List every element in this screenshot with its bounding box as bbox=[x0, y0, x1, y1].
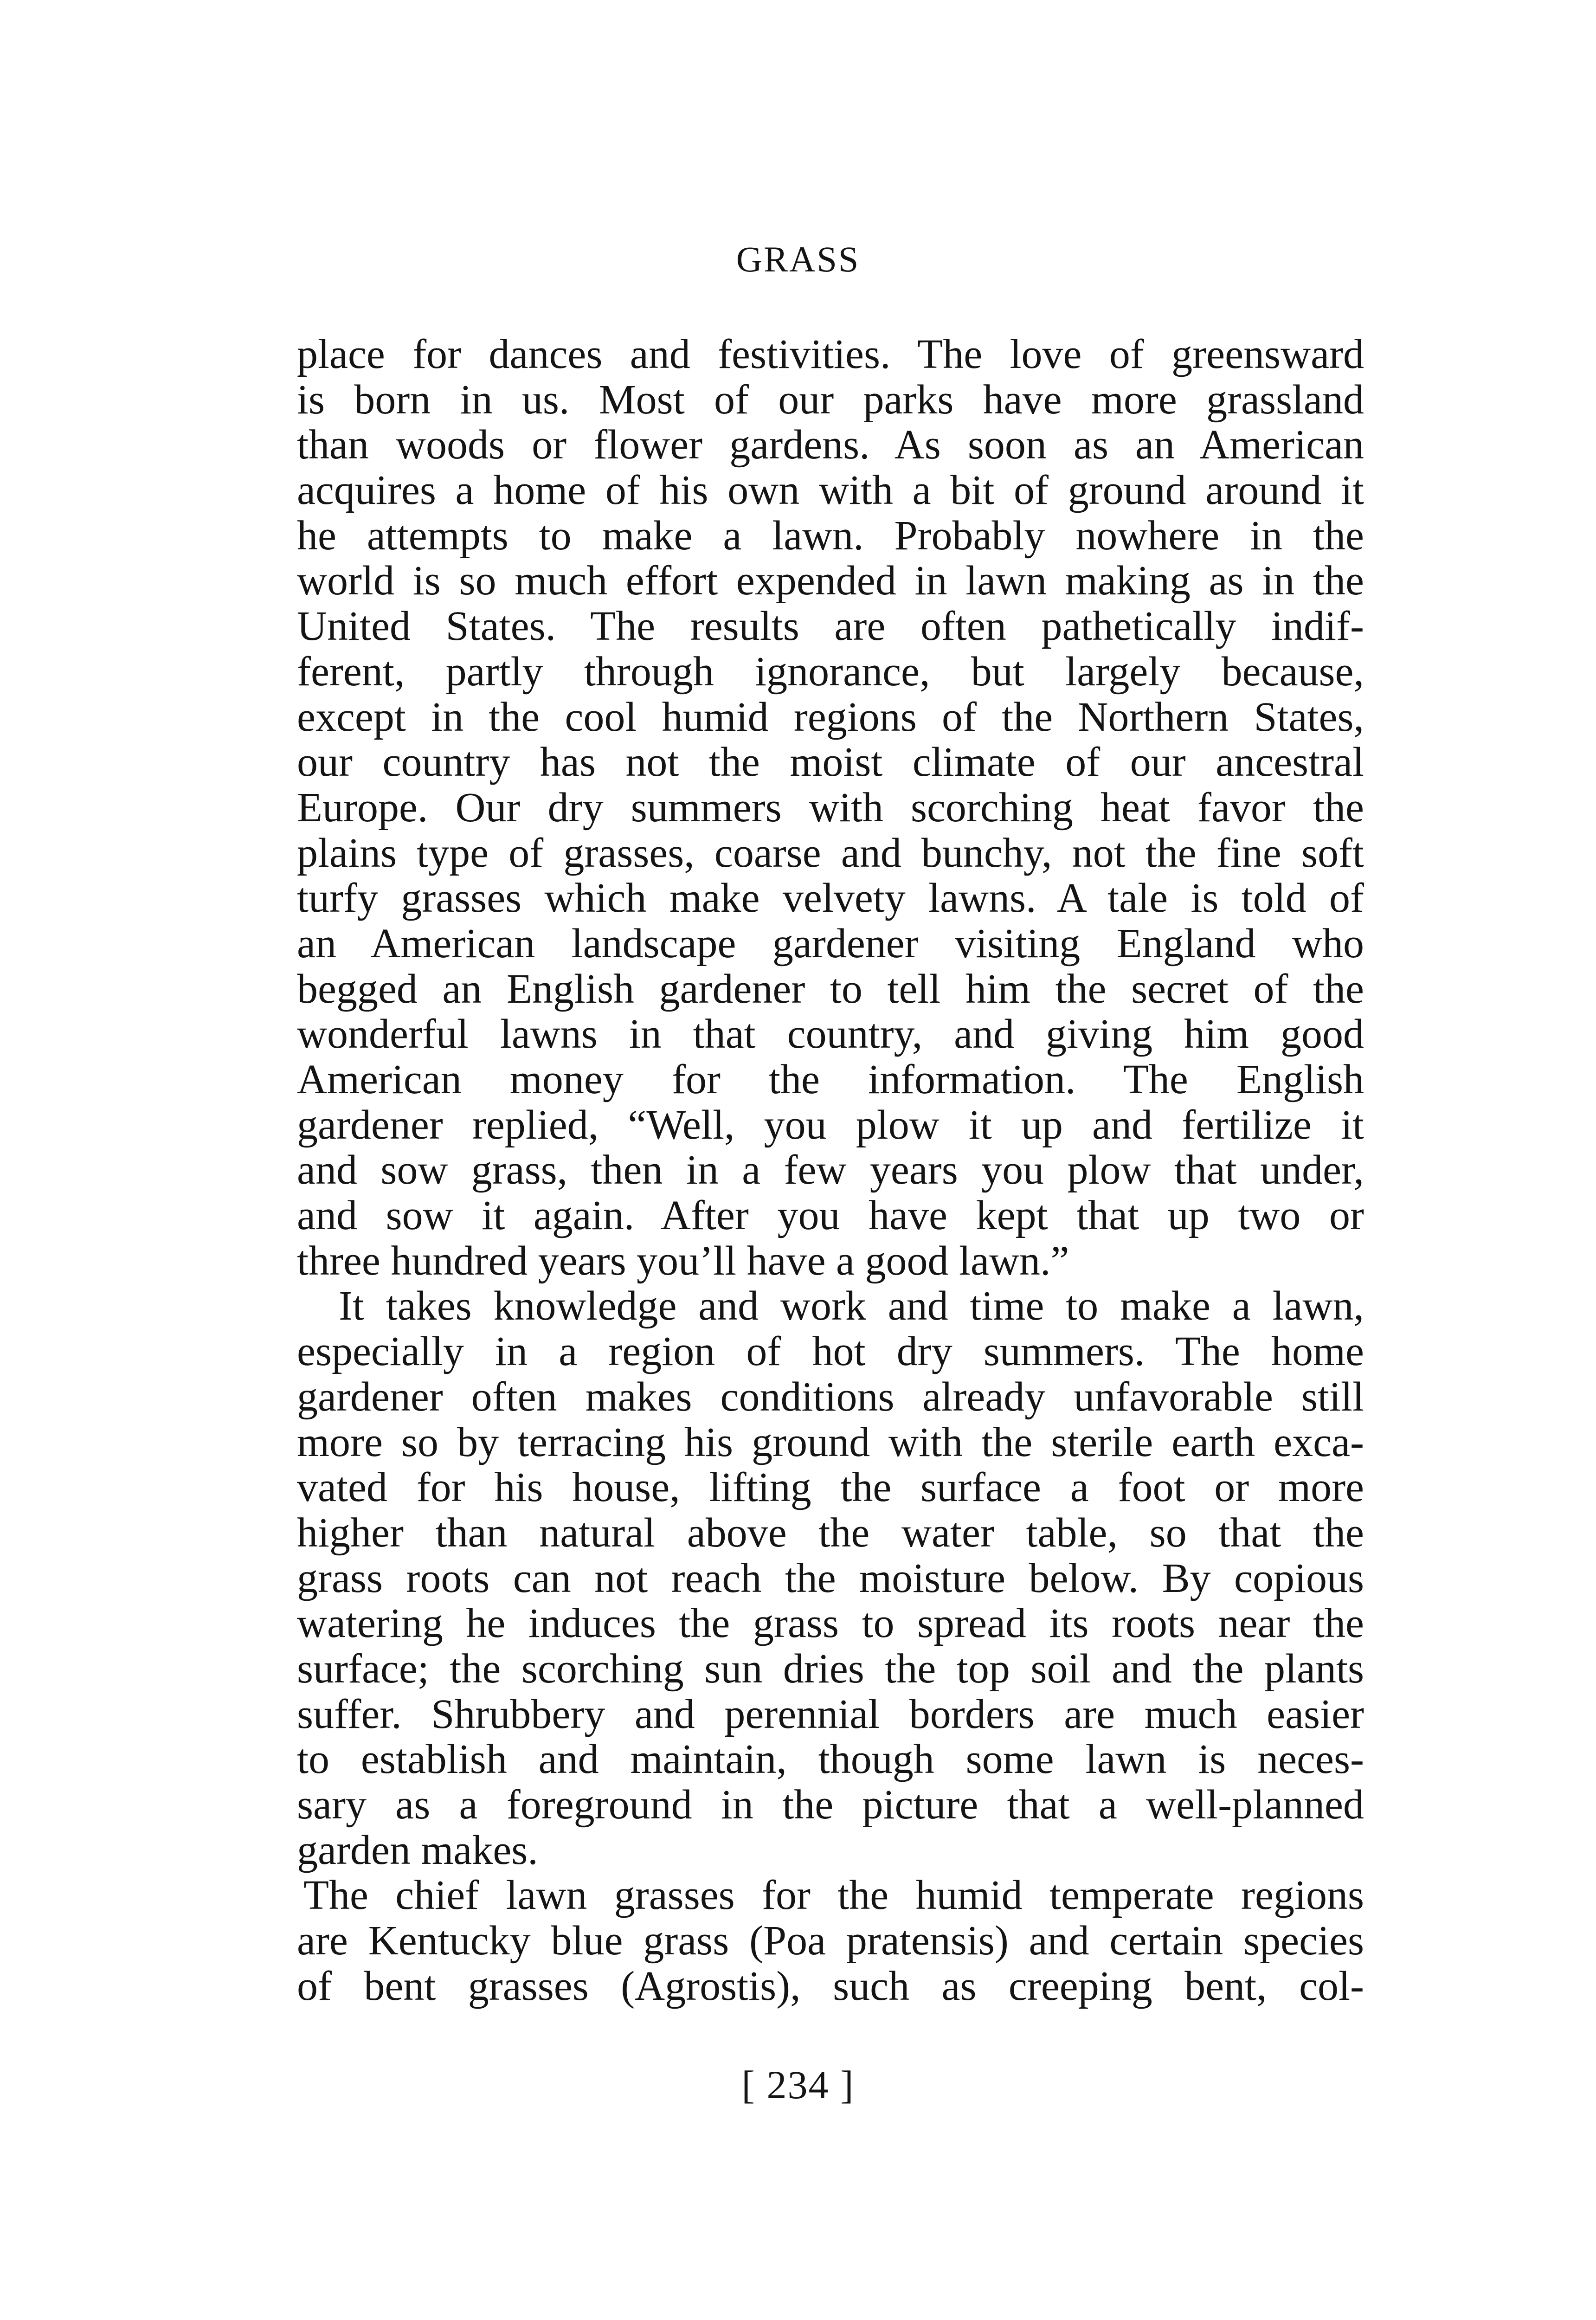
text-line: our country has not the moist climate of our ancestral bbox=[297, 739, 1364, 786]
text-line: ferent, partly through ignorance, but largely because, bbox=[297, 648, 1364, 695]
text-line: surface; the scorching sun dries the top soil and the plants bbox=[297, 1645, 1364, 1692]
text-line: world is so much effort expended in lawn making as in the bbox=[297, 558, 1364, 604]
text-line: sary as a foreground in the picture that a well-planned bbox=[297, 1782, 1364, 1828]
text-line: of bent grasses (Agrostis), such as creeping bent, col- bbox=[297, 1963, 1364, 2009]
text-line: an American landscape gardener visiting England who bbox=[297, 920, 1364, 967]
text-line: vated for his house, lifting the surface a foot or more bbox=[297, 1464, 1364, 1511]
text-line: acquires a home of his own with a bit of ground around it bbox=[297, 467, 1364, 514]
text-line: three hundred years you’ll have a good lawn.” bbox=[297, 1237, 1069, 1284]
text-line: United States. The results are often pathetically indif- bbox=[297, 603, 1364, 650]
text-line: place for dances and festivities. The love of greensward bbox=[297, 331, 1364, 377]
text-line: is born in us. Most of our parks have more grassland bbox=[297, 376, 1364, 423]
text-line: turfy grasses which make velvety lawns. A tale is told of bbox=[297, 875, 1364, 922]
text-line: to establish and maintain, though some lawn is neces- bbox=[297, 1736, 1364, 1783]
text-line: wonderful lawns in that country, and giving him good bbox=[297, 1011, 1364, 1057]
running-header: GRASS bbox=[736, 239, 860, 279]
text-line: grass roots can not reach the moisture below. By copious bbox=[297, 1555, 1364, 1601]
text-line: except in the cool humid regions of the Northern States, bbox=[297, 694, 1364, 740]
text-line: plains type of grasses, coarse and bunchy, not the fine soft bbox=[297, 830, 1364, 876]
text-line: and sow grass, then in a few years you plow that under, bbox=[297, 1147, 1364, 1193]
body-text bbox=[297, 332, 1364, 2009]
text-line: higher than natural above the water table, so that the bbox=[297, 1509, 1364, 1556]
text-line: begged an English gardener to tell him the secret of the bbox=[297, 966, 1364, 1012]
text-line: American money for the information. The English bbox=[297, 1057, 1364, 1102]
text-line: than woods or flower gardens. As soon as an American bbox=[297, 422, 1364, 468]
text-line: The chief lawn grasses for the humid temperate regions bbox=[303, 1872, 1364, 1919]
text-line: are Kentucky blue grass (Poa pratensis) and certain species bbox=[297, 1918, 1364, 1964]
text-line: gardener replied, “Well, you plow it up and fertilize it bbox=[297, 1102, 1364, 1148]
text-line: gardener often makes conditions already unfavorable still bbox=[297, 1373, 1364, 1420]
text-line: he attempts to make a lawn. Probably nowhere in the bbox=[297, 512, 1364, 559]
page-number: [ 234 ] bbox=[741, 2062, 855, 2107]
text-line: Europe. Our dry summers with scorching heat favor the bbox=[297, 784, 1364, 831]
text-line: watering he induces the grass to spread its roots near the bbox=[297, 1600, 1364, 1647]
text-line: and sow it again. After you have kept that up two or bbox=[297, 1192, 1364, 1239]
text-line: garden makes. bbox=[297, 1827, 538, 1873]
text-line: especially in a region of hot dry summers. The home bbox=[297, 1328, 1364, 1375]
text-line: suffer. Shrubbery and perennial borders are much easier bbox=[297, 1691, 1364, 1737]
text-line: more so by terracing his ground with the sterile earth exca- bbox=[297, 1419, 1364, 1465]
text-line: It takes knowledge and work and time to make a lawn, bbox=[339, 1283, 1364, 1329]
